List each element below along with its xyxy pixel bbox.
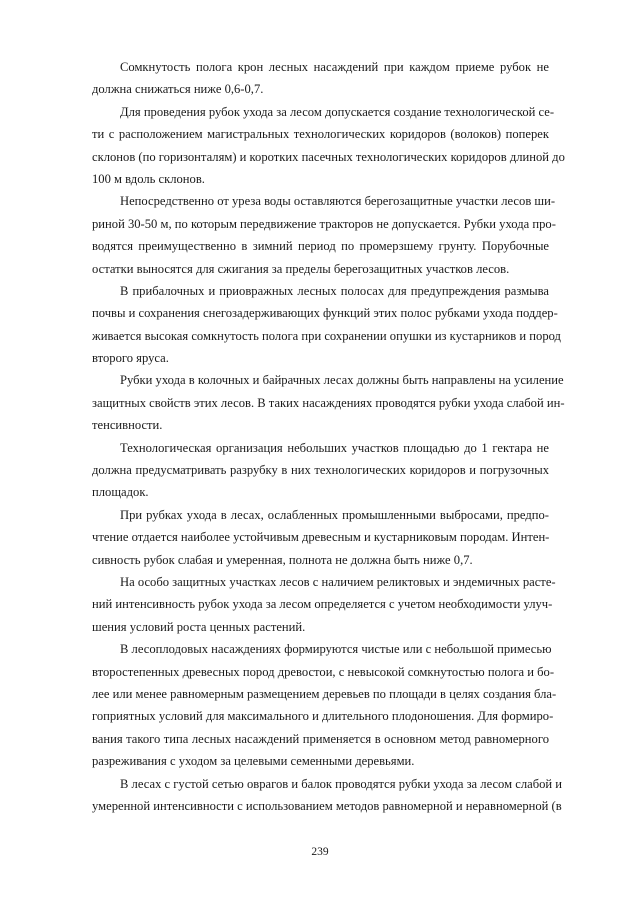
text-line: шения условий роста ценных растений. xyxy=(92,619,306,634)
page-number: 239 xyxy=(311,846,329,858)
text-line: Для проведения рубок ухода за лесом допускается создание технологической се- xyxy=(120,104,555,119)
text-line: площадок. xyxy=(92,485,149,500)
text-line: 100 м вдоль склонов. xyxy=(92,171,205,186)
text-line: В лесоплодовых насаждениях формируются чистые или с небольшой примесью xyxy=(120,642,552,657)
text-line: остатки выносятся для сжигания за пределы берегозащитных участков лесов. xyxy=(92,261,510,276)
paragraph xyxy=(92,437,549,504)
paragraph xyxy=(92,571,556,638)
text-line: тенсивности. xyxy=(92,418,163,433)
paragraph xyxy=(92,56,549,101)
text-line: сивность рубок слабая и умеренная, полнота не должна быть ниже 0,7. xyxy=(92,552,473,567)
text-line: ний интенсивность рубок ухода за лесом определяется с учетом необходимости улуч- xyxy=(92,597,553,612)
body-text xyxy=(92,56,565,817)
text-line: Рубки ухода в колочных и байрачных лесах должны быть направлены на усиление xyxy=(120,373,564,388)
paragraph xyxy=(92,190,556,280)
paragraph xyxy=(92,101,565,191)
text-line: риной 30-50 м, по которым передвижение тракторов не допускается. Рубки ухода про- xyxy=(92,216,556,231)
paragraph xyxy=(92,638,557,772)
text-line: защитных свойств этих лесов. В таких насаждениях проводятся рубки ухода слабой ин- xyxy=(92,395,565,410)
text-line: должна снижаться ниже 0,6-0,7. xyxy=(92,82,264,97)
text-line: почвы и сохранения снегозадерживающих функций этих полос рубками ухода поддер- xyxy=(92,306,558,321)
text-line: При рубках ухода в лесах, ослабленных промышленными выбросами, предпо- xyxy=(120,507,549,522)
text-line: должна предусматривать разрубку в них технологических коридоров и погрузочных xyxy=(92,463,549,478)
text-line: чтение отдается наиболее устойчивым древесным и кустарниковым породам. Интен- xyxy=(92,530,550,545)
text-line: Непосредственно от уреза воды оставляются берегозащитные участки лесов ши- xyxy=(120,194,556,209)
text-line: На особо защитных участках лесов с наличием реликтовых и эндемичных расте- xyxy=(120,574,556,589)
text-line: ти с расположением магистральных технологических коридоров (волоков) поперек xyxy=(92,127,549,142)
text-line: В прибалочных и приовражных лесных полосах для предупреждения размыва xyxy=(120,283,549,298)
text-line: склонов (по горизонталям) и коротких пасечных технологических коридоров длиной до xyxy=(92,149,565,164)
text-line: Сомкнутость полога крон лесных насаждений при каждом приеме рубок не xyxy=(120,60,549,74)
text-line: второго яруса. xyxy=(92,351,169,366)
text-line: второстепенных древесных пород древостои, с невысокой сомкнутостью полога и бо- xyxy=(92,664,555,679)
text-line: Технологическая организация небольших участков площадью до 1 гектара не xyxy=(120,440,549,455)
paragraph xyxy=(92,369,565,436)
text-line: В лесах с густой сетью оврагов и балок проводятся рубки ухода за лесом слабой и xyxy=(120,776,563,791)
text-line: разреживания с уходом за целевыми семенными деревьями. xyxy=(92,754,415,769)
text-line: лее или менее равномерным размещением деревьев по площади в целях создания бла- xyxy=(92,686,557,701)
paragraph xyxy=(92,280,561,370)
text-line: гоприятных условий для максимального и длительного плодоношения. Для формиро- xyxy=(92,709,554,724)
text-line: водятся преимущественно в зимний период по промерзшему грунту. Порубочные xyxy=(92,239,549,254)
text-line: вания такого типа лесных насаждений применяется в основном метод равномерного xyxy=(92,731,549,746)
text-line: живается высокая сомкнутость полога при сохранении опушки из кустарников и пород xyxy=(92,328,561,343)
paragraph xyxy=(92,504,549,571)
paragraph xyxy=(92,773,563,818)
text-line: умеренной интенсивности с использованием методов равномерной и неравномерной (в xyxy=(92,798,562,813)
